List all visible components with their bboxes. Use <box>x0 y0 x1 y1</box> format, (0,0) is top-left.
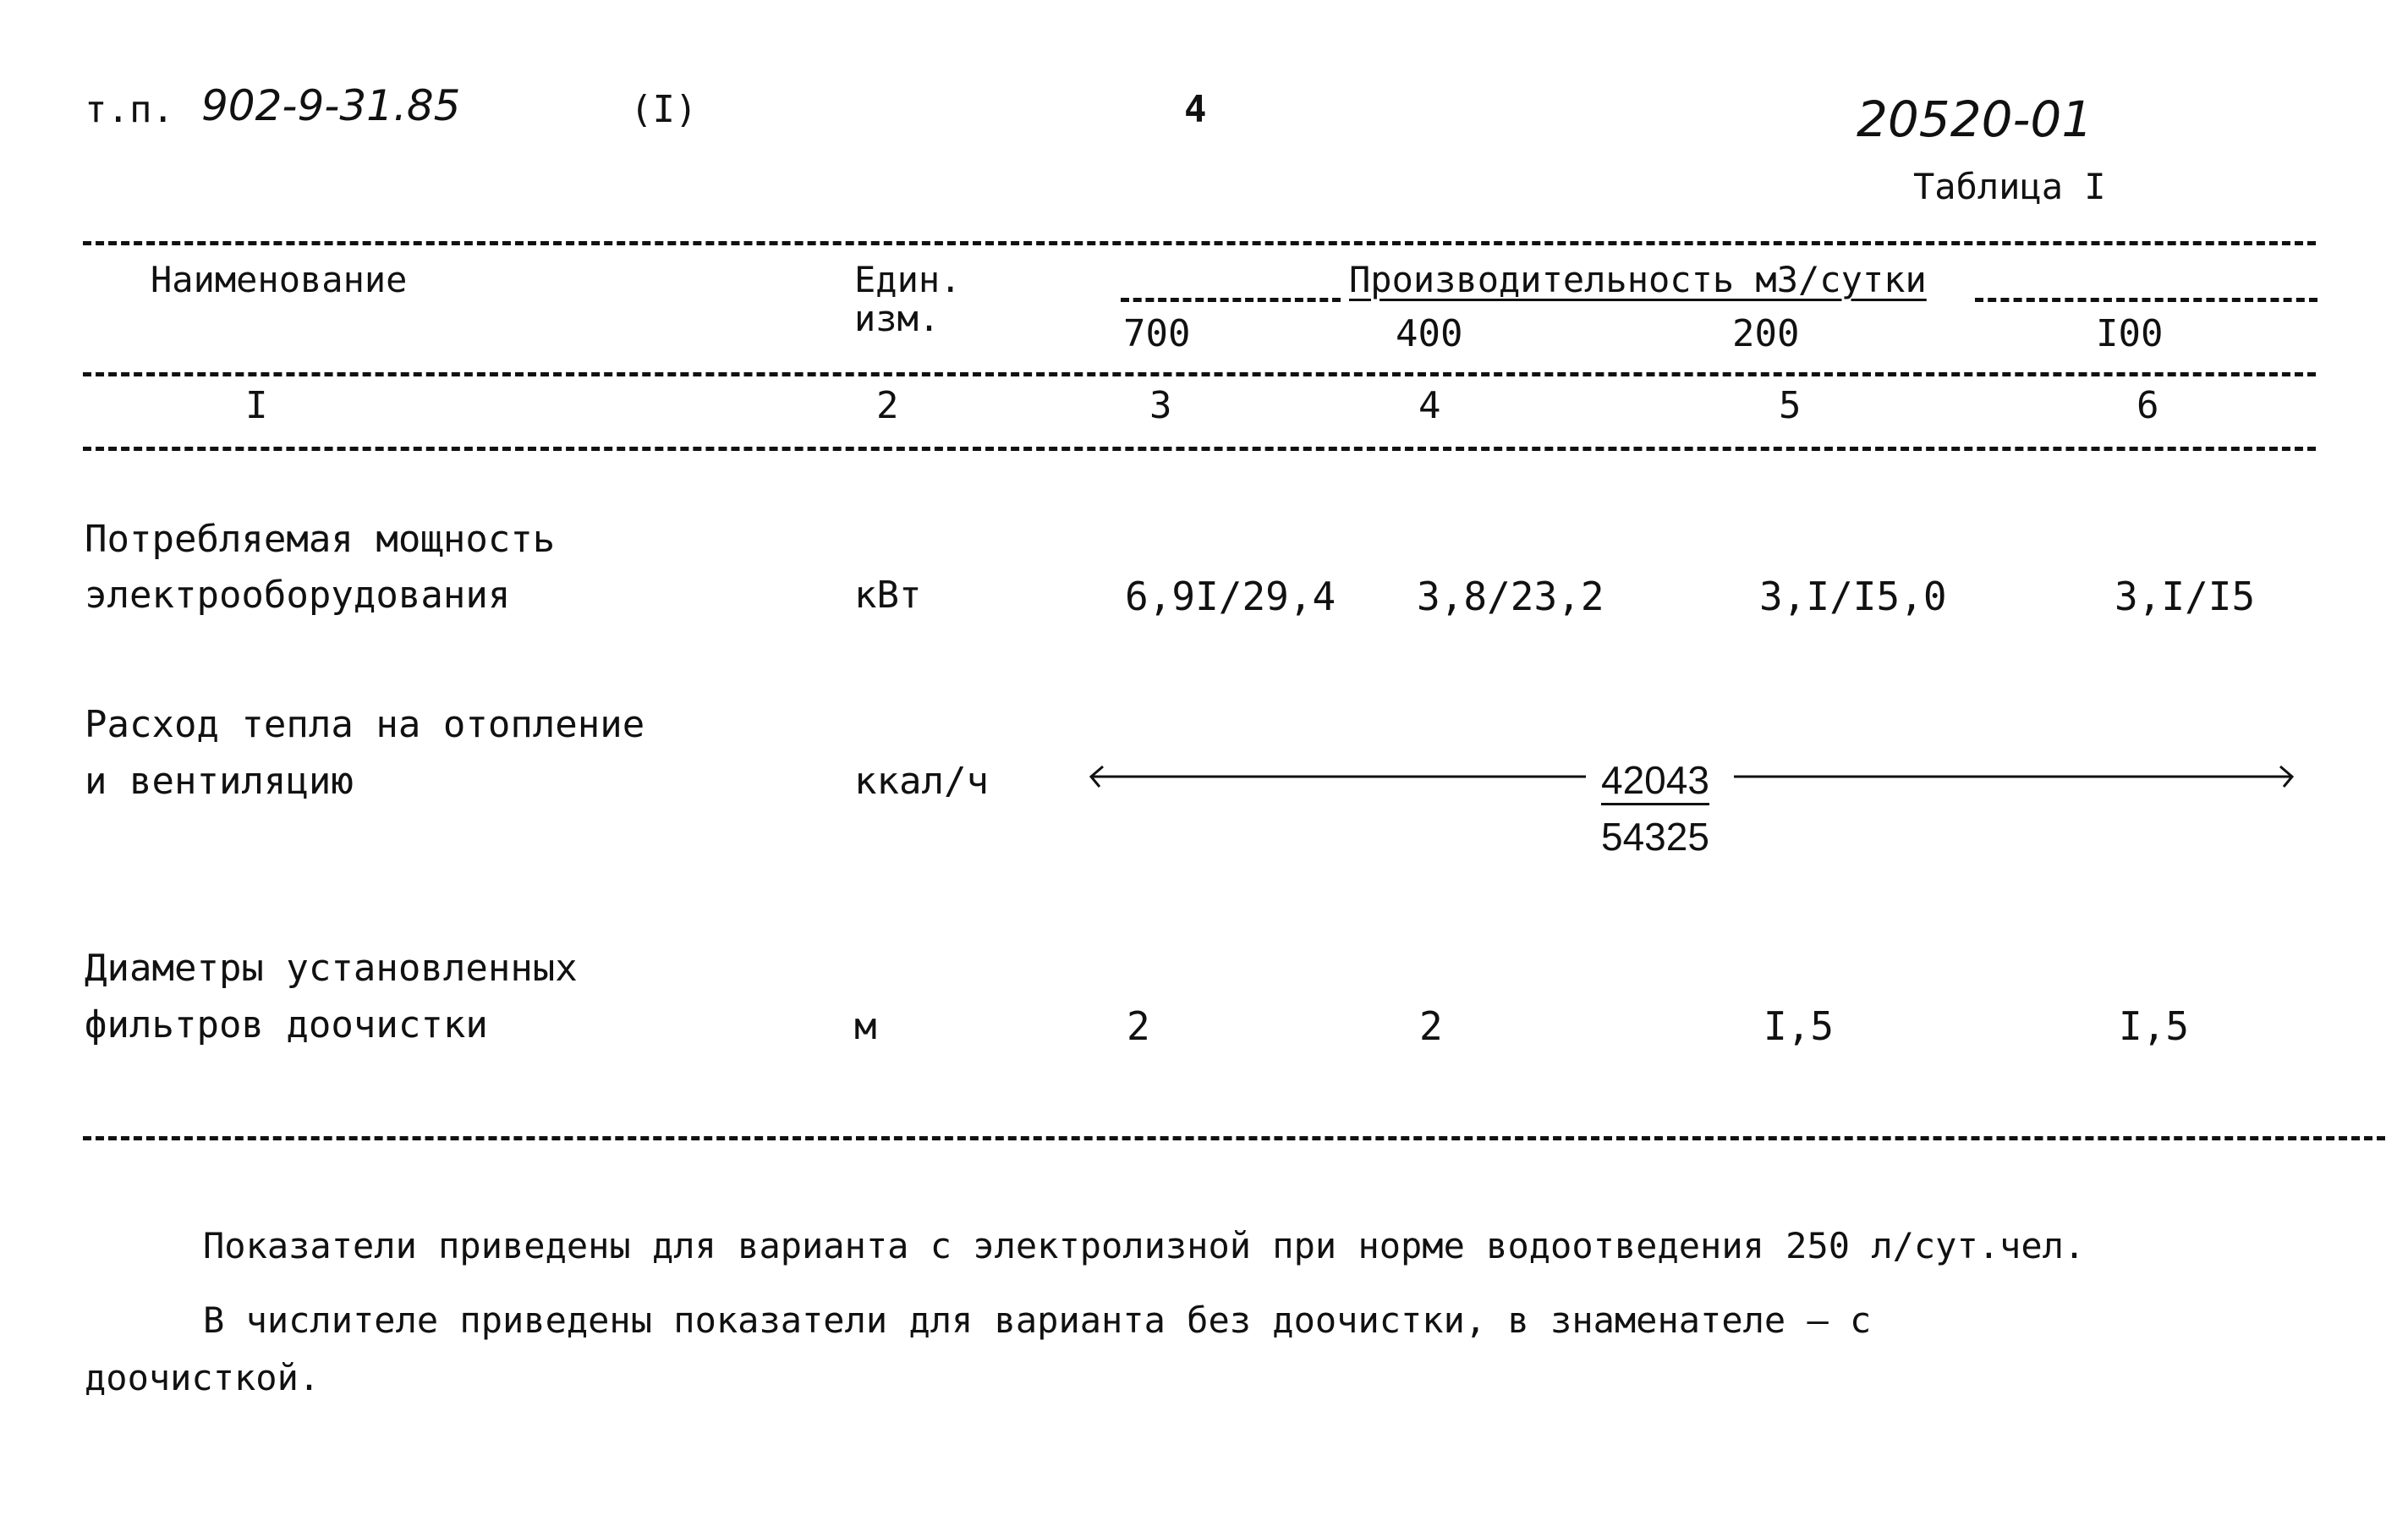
fraction-numerator: 42043 <box>1601 761 1709 805</box>
group-header-rule-left <box>1121 298 1341 302</box>
group-header: Производительность м3/сутки <box>1349 259 1927 300</box>
col-number-4: 4 <box>1418 384 1441 427</box>
header-mid-rule <box>83 372 2316 376</box>
fraction-denominator: 54325 <box>1601 815 1709 859</box>
row-name-line2: фильтров доочистки <box>85 1003 488 1046</box>
row-value-100: I,5 <box>2119 1003 2190 1049</box>
row-unit: кВт <box>854 574 922 617</box>
table-label: Таблица I <box>1913 166 2106 207</box>
col-number-3: 3 <box>1149 384 1172 427</box>
row-name-line2: и вентиляцию <box>85 760 354 803</box>
row-value-700: 2 <box>1127 1003 1150 1049</box>
group-header-rule-right <box>1975 298 2317 302</box>
col-unit-header-line2: изм. <box>854 298 941 339</box>
doc-prefix: т.п. <box>85 88 174 131</box>
note-indicators: Показатели приведены для варианта с электролизной при норме водоотведения 250 л/сут.чел. <box>203 1225 2086 1266</box>
row-value-200: 3,I/I5,0 <box>1759 574 1947 619</box>
row-unit: ккал/ч <box>854 760 989 803</box>
col-number-1: I <box>245 384 268 427</box>
col-number-5: 5 <box>1779 384 1802 427</box>
capacity-400: 400 <box>1396 312 1463 355</box>
col-unit-header-line1: Един. <box>854 259 962 300</box>
capacity-200: 200 <box>1732 312 1800 355</box>
col-number-2: 2 <box>876 384 899 427</box>
row-value-100: 3,I/I5 <box>2115 574 2256 619</box>
doc-number: 902-9-31.85 <box>201 81 461 130</box>
archive-number: 20520-01 <box>1857 91 2093 148</box>
doc-part: (I) <box>630 88 698 131</box>
row-name-line1: Потребляемая мощность <box>85 518 556 561</box>
row-value-200: I,5 <box>1763 1003 1835 1049</box>
table-top-rule <box>83 241 2316 245</box>
row-name-line1: Диаметры установленных <box>85 947 578 990</box>
row-value-400: 2 <box>1419 1003 1443 1049</box>
col-number-6: 6 <box>2136 384 2159 427</box>
note-fraction-line1: В числителе приведены показатели для варианта без доочистки, в знаменателе – с <box>203 1299 1872 1341</box>
header-bottom-rule <box>83 447 2316 451</box>
table-bottom-rule <box>83 1136 2385 1140</box>
row-value-400: 3,8/23,2 <box>1417 574 1604 619</box>
row-name-line1: Расход тепла на отопление <box>85 703 645 746</box>
col-name-header: Наименование <box>151 259 408 300</box>
row-value-700: 6,9I/29,4 <box>1125 574 1336 619</box>
row-unit: м <box>854 1005 877 1048</box>
capacity-100: I00 <box>2096 312 2164 355</box>
page-number: 4 <box>1184 88 1207 131</box>
capacity-700: 700 <box>1123 312 1191 355</box>
row-name-line2: электрооборудования <box>85 574 511 617</box>
note-fraction-line2: доочисткой. <box>85 1357 321 1398</box>
